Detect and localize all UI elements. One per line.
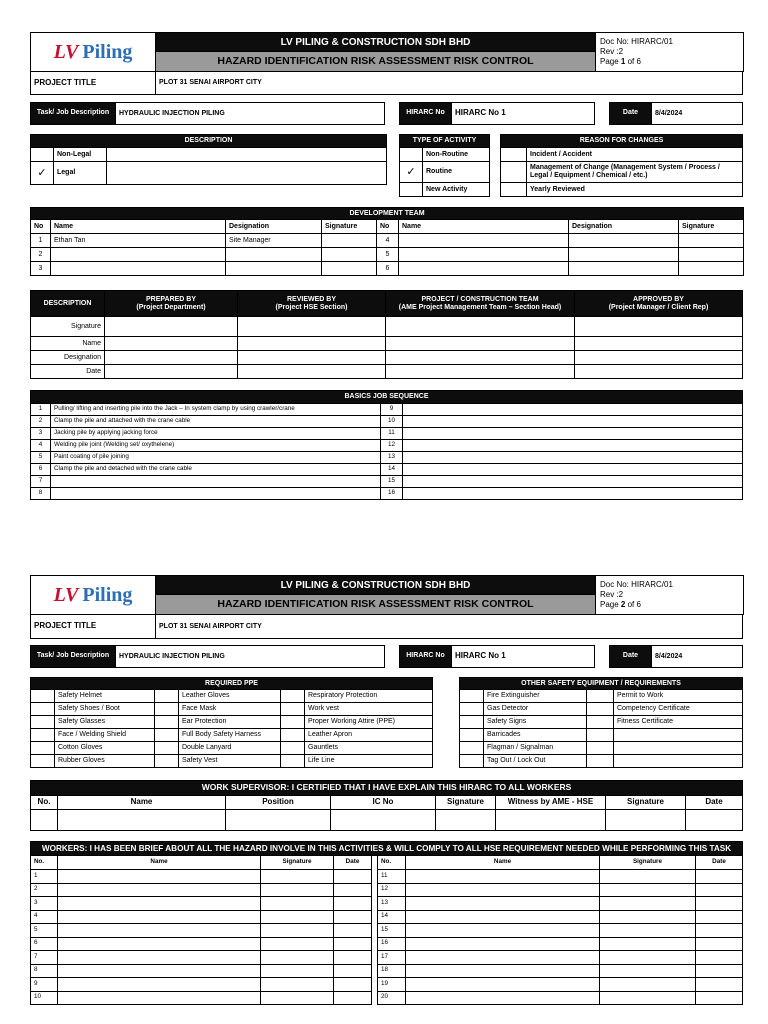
doc-info: Doc No: HIRARC/01 Rev :2 Page 1 of 6 xyxy=(596,33,744,72)
equipment-checkbox[interactable] xyxy=(460,742,484,755)
page-2 xyxy=(30,575,743,1015)
table-row: 5 15 xyxy=(31,924,743,938)
ppe-checkbox[interactable] xyxy=(31,703,55,716)
project-title-label: PROJECT TITLE xyxy=(31,615,156,639)
table-row: 2 5 xyxy=(31,248,744,262)
required-ppe-table: REQUIRED PPE Safety Helmet Leather Gloves Respiratory Protection Safety Shoes / Boot Face Mask Work vest Safety Glasses Ear Protection Proper Working Attire (PPE) Face / Welding Shield Full Body Safety Harness Leather Apron Cotton Gloves Double Lanyard Gauntlets Rubber Gloves Safety Vest Life Line xyxy=(30,677,433,768)
ppe-checkbox[interactable] xyxy=(281,755,305,768)
routine-checkbox[interactable]: ✓ xyxy=(400,162,423,183)
project-title-value: PLOT 31 SENAI AIRPORT CITY xyxy=(156,615,743,639)
approval-table: DESCRIPTION PREPARED BY (Project Department) REVIEWED BY (Project HSE Section) PROJECT / CONSTRUCTION TEAM (AME Project Management Team – Section Head) APPROVED BY (Project Manager / Client Rep) Signature Name Designation Date xyxy=(30,290,743,379)
approval-desc-heading: DESCRIPTION xyxy=(31,291,105,317)
list-item: 3 Jacking pile by applying jacking force 11 xyxy=(31,428,743,440)
job-sequence-table xyxy=(30,390,743,500)
table-row: 3 13 xyxy=(31,897,743,911)
table-row: 1 11 xyxy=(31,870,743,884)
reason-for-changes-table: REASON FOR CHANGES Incident / Accident Management of Change (Management System / Process / Legal / Equipment / Chemical / etc.) Yearly Reviewed xyxy=(500,134,743,197)
reviewed-signature[interactable] xyxy=(238,317,386,337)
date-label: Date xyxy=(610,646,652,668)
other-equipment-heading: OTHER SAFETY EQUIPMENT / REQUIREMENTS xyxy=(460,678,743,690)
project-title-value: PLOT 31 SENAI AIRPORT CITY xyxy=(156,72,743,95)
list-item: 5 Paint coating of pile joining 13 xyxy=(31,452,743,464)
non-legal-checkbox[interactable] xyxy=(31,148,54,162)
hirarc-label: HIRARC No xyxy=(400,103,452,125)
list-item: 7 15 xyxy=(31,476,743,488)
ppe-checkbox[interactable] xyxy=(281,729,305,742)
company-logo: LV Piling xyxy=(31,576,156,615)
company-name: LV PILING & CONSTRUCTION SDH BHD xyxy=(156,33,596,52)
hirarc-label: HIRARC No xyxy=(400,646,452,668)
task-value: HYDRAULIC INJECTION PILING xyxy=(116,646,385,668)
legal-checkbox[interactable]: ✓ xyxy=(31,162,54,185)
equipment-checkbox[interactable] xyxy=(587,690,614,703)
date-value: 8/4/2024 xyxy=(652,103,743,125)
equipment-checkbox[interactable] xyxy=(587,716,614,729)
list-item: 8 16 xyxy=(31,488,743,500)
list-item: 2 Clamp the pile and attached with the crane cable 10 xyxy=(31,416,743,428)
project-title-label: PROJECT TITLE xyxy=(31,72,156,95)
activity-type-table: TYPE OF ACTIVITY Non-Routine ✓ Routine New Activity xyxy=(399,134,490,197)
table-row: 10 20 xyxy=(31,991,743,1005)
supervisor-heading: WORK SUPERVISOR: I CERTIFIED THAT I HAVE EXPLAIN THIS HIRARC TO ALL WORKERS xyxy=(31,781,743,796)
development-team-table: DEVELOPMENT TEAM No Name Designation Signature No Name Designation Signature 1 Ethan Tan Site Manager 4 2 5 3 6 xyxy=(30,207,744,276)
hirarc-value: HIRARC No 1 xyxy=(452,646,595,668)
hirarc-value: HIRARC No 1 xyxy=(452,103,595,125)
ppe-checkbox[interactable] xyxy=(281,716,305,729)
task-value: HYDRAULIC INJECTION PILING xyxy=(116,103,385,125)
task-row xyxy=(30,645,385,668)
approved-signature[interactable] xyxy=(575,317,743,337)
table-row: 8 18 xyxy=(31,964,743,978)
equipment-checkbox[interactable] xyxy=(587,742,614,755)
document-header xyxy=(30,575,744,615)
list-item: 1 Pulling/ lifting and inserting pile into the Jack – In system clamp by using crawler/crane 9 xyxy=(31,404,743,416)
table-row: 2 12 xyxy=(31,883,743,897)
equipment-checkbox[interactable] xyxy=(460,729,484,742)
table-row: 9 19 xyxy=(31,978,743,992)
table-row: 7 17 xyxy=(31,951,743,965)
equipment-checkbox[interactable] xyxy=(587,729,614,742)
description-table: DESCRIPTION Non-Legal ✓ Legal xyxy=(30,134,387,185)
non-routine-checkbox[interactable] xyxy=(400,148,423,162)
dev-team-heading: DEVELOPMENT TEAM xyxy=(31,208,744,220)
work-supervisor-table: WORK SUPERVISOR: I CERTIFIED THAT I HAVE EXPLAIN THIS HIRARC TO ALL WORKERS No. Name Position IC No Signature Witness by AME - HSE Signature Date xyxy=(30,780,743,831)
ppe-checkbox[interactable] xyxy=(31,690,55,703)
list-item: 6 Clamp the pile and detached with the crane cable 14 xyxy=(31,464,743,476)
list-item: 4 Welding pile joint (Welding set/ oxythelene) 12 xyxy=(31,440,743,452)
date-row xyxy=(609,645,743,668)
task-row xyxy=(30,102,385,125)
prepared-signature[interactable] xyxy=(105,317,238,337)
equipment-checkbox[interactable] xyxy=(460,755,484,768)
workers-table: WORKERS: I HAS BEEN BRIEF ABOUT ALL THE HAZARD INVOLVE IN THIS ACTIVITIES & WILL COMPLY TO ALL HSE REQUIREMENT NEEDED WHILE PERFORMING THIS TASK No. Name Signature Date No. Name Signature Date 1 11 2 12 3 13 4 14 5 15 6 16 7 17 8 18 9 19 10 20 xyxy=(30,841,743,1005)
hirarc-row xyxy=(399,645,595,668)
ppe-checkbox[interactable] xyxy=(155,703,179,716)
team-signature[interactable] xyxy=(386,317,575,337)
ppe-checkbox[interactable] xyxy=(31,729,55,742)
activity-heading: TYPE OF ACTIVITY xyxy=(400,135,490,148)
hirarc-row xyxy=(399,102,595,125)
project-title-row xyxy=(30,71,743,95)
ppe-checkbox[interactable] xyxy=(281,703,305,716)
incident-checkbox[interactable] xyxy=(501,148,527,162)
new-activity-checkbox[interactable] xyxy=(400,183,423,197)
ppe-checkbox[interactable] xyxy=(31,716,55,729)
moc-checkbox[interactable] xyxy=(501,162,527,183)
ppe-checkbox[interactable] xyxy=(31,755,55,768)
equipment-checkbox[interactable] xyxy=(587,755,614,768)
supervisor-name-field[interactable] xyxy=(58,810,226,831)
ppe-checkbox[interactable] xyxy=(281,690,305,703)
document-title: HAZARD IDENTIFICATION RISK ASSESSMENT RISK CONTROL xyxy=(156,52,596,72)
task-label: Task/ Job Description xyxy=(31,646,116,668)
page-1 xyxy=(30,32,743,507)
job-sequence-heading: BASICS JOB SEQUENCE xyxy=(31,391,743,404)
description-heading: DESCRIPTION xyxy=(31,135,387,148)
ppe-checkbox[interactable] xyxy=(281,742,305,755)
date-label: Date xyxy=(610,103,652,125)
ppe-checkbox[interactable] xyxy=(155,690,179,703)
other-safety-equipment-table: OTHER SAFETY EQUIPMENT / REQUIREMENTS Fire Extinguisher Permit to Work Gas Detector Competency Certificate Safety Signs Fitness Certificate Barricades Flagman / Signalman Tag Out / Lock Out xyxy=(459,677,743,768)
company-logo: LV Piling xyxy=(31,33,156,72)
doc-info: Doc No: HIRARC/01 Rev :2 Page 2 of 6 xyxy=(596,576,744,615)
reason-heading: REASON FOR CHANGES xyxy=(501,135,743,148)
table-row: 6 16 xyxy=(31,937,743,951)
ppe-checkbox[interactable] xyxy=(155,742,179,755)
table-row: 4 14 xyxy=(31,910,743,924)
date-row xyxy=(609,102,743,125)
ppe-checkbox[interactable] xyxy=(155,755,179,768)
task-label: Task/ Job Description xyxy=(31,103,116,125)
equipment-checkbox[interactable] xyxy=(460,716,484,729)
company-name: LV PILING & CONSTRUCTION SDH BHD xyxy=(156,576,596,595)
project-title-row xyxy=(30,614,743,639)
ppe-heading: REQUIRED PPE xyxy=(31,678,433,690)
ppe-checkbox[interactable] xyxy=(155,729,179,742)
ppe-checkbox[interactable] xyxy=(155,716,179,729)
equipment-checkbox[interactable] xyxy=(460,690,484,703)
document-title: HAZARD IDENTIFICATION RISK ASSESSMENT RISK CONTROL xyxy=(156,595,596,615)
date-value: 8/4/2024 xyxy=(652,646,743,668)
table-row: 3 6 xyxy=(31,262,744,276)
ppe-checkbox[interactable] xyxy=(31,742,55,755)
equipment-checkbox[interactable] xyxy=(587,703,614,716)
workers-heading: WORKERS: I HAS BEEN BRIEF ABOUT ALL THE HAZARD INVOLVE IN THIS ACTIVITIES & WILL COMPLY TO ALL HSE REQUIREMENT NEEDED WHILE PERFORMING THIS TASK xyxy=(31,842,743,856)
table-row: 1 Ethan Tan Site Manager 4 xyxy=(31,234,744,248)
equipment-checkbox[interactable] xyxy=(460,703,484,716)
document-header xyxy=(30,32,744,72)
yearly-review-checkbox[interactable] xyxy=(501,183,527,197)
